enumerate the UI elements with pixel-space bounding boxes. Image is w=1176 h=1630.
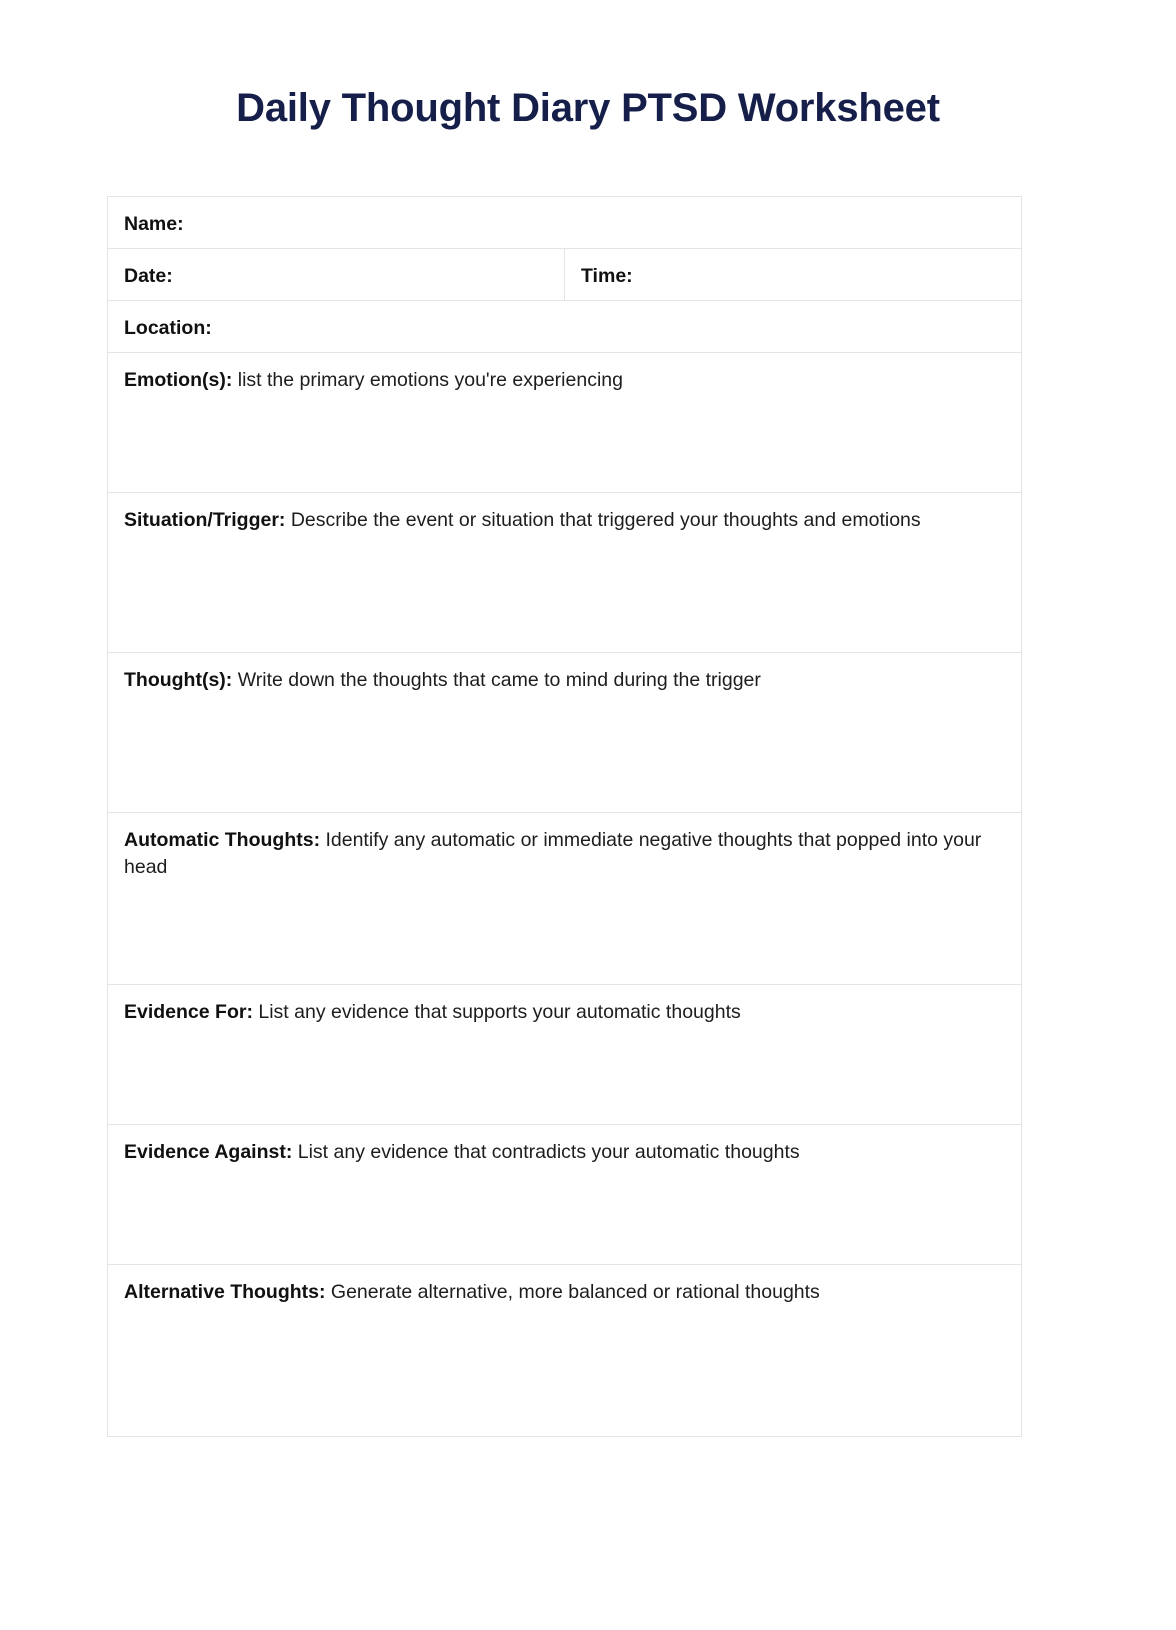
evidence-against-cell[interactable] (108, 1124, 1022, 1264)
evidence-for-cell[interactable] (108, 984, 1022, 1124)
alternative-thoughts-cell[interactable] (108, 1264, 1022, 1436)
name-cell[interactable] (108, 197, 1022, 249)
evidence-against-label: Evidence Against: (124, 1140, 298, 1163)
time-label: Time: (581, 264, 633, 287)
evidence-for-description: List any evidence that supports your automatic thoughts (258, 1000, 741, 1023)
thoughts-label: Thought(s): (124, 668, 238, 691)
situation-trigger-cell[interactable] (108, 492, 1022, 652)
table-row-evidence-against (108, 1124, 1022, 1264)
table-row-location (108, 300, 1022, 352)
situation-trigger-description: Describe the event or situation that triggered your thoughts and emotions (290, 508, 921, 531)
date-cell[interactable] (108, 248, 565, 300)
location-cell[interactable] (108, 300, 1022, 352)
table-row-alternative-thoughts (108, 1264, 1022, 1436)
emotions-label: Emotion(s): (124, 368, 238, 391)
table-row-thoughts (108, 652, 1022, 812)
alternative-thoughts-label: Alternative Thoughts: (124, 1280, 331, 1303)
location-label: Location: (124, 316, 212, 339)
automatic-thoughts-label: Automatic Thoughts: (124, 828, 326, 851)
emotions-description: list the primary emotions you're experiencing (237, 368, 623, 391)
alternative-thoughts-description: Generate alternative, more balanced or rational thoughts (330, 1280, 820, 1303)
thoughts-cell[interactable] (108, 652, 1022, 812)
table-row-evidence-for (108, 984, 1022, 1124)
thoughts-description: Write down the thoughts that came to mind during the trigger (237, 668, 761, 691)
worksheet-form-table (107, 196, 1022, 1437)
date-label: Date: (124, 264, 173, 287)
page-title: Daily Thought Diary PTSD Worksheet (236, 86, 940, 130)
evidence-against-description: List any evidence that contradicts your automatic thoughts (297, 1140, 800, 1163)
situation-trigger-label: Situation/Trigger: (124, 508, 291, 531)
time-cell[interactable] (565, 248, 1022, 300)
table-row-name (108, 197, 1022, 249)
table-row-emotions (108, 352, 1022, 492)
name-label: Name: (124, 213, 184, 235)
emotions-cell[interactable] (108, 352, 1022, 492)
automatic-thoughts-description: Identify any automatic or immediate negative thoughts that popped into your head (124, 828, 982, 878)
table-row-situation-trigger (108, 492, 1022, 652)
table-row-date-time (108, 248, 1022, 300)
automatic-thoughts-cell[interactable] (108, 812, 1022, 984)
table-row-automatic-thoughts (108, 812, 1022, 984)
evidence-for-label: Evidence For: (124, 1000, 259, 1023)
